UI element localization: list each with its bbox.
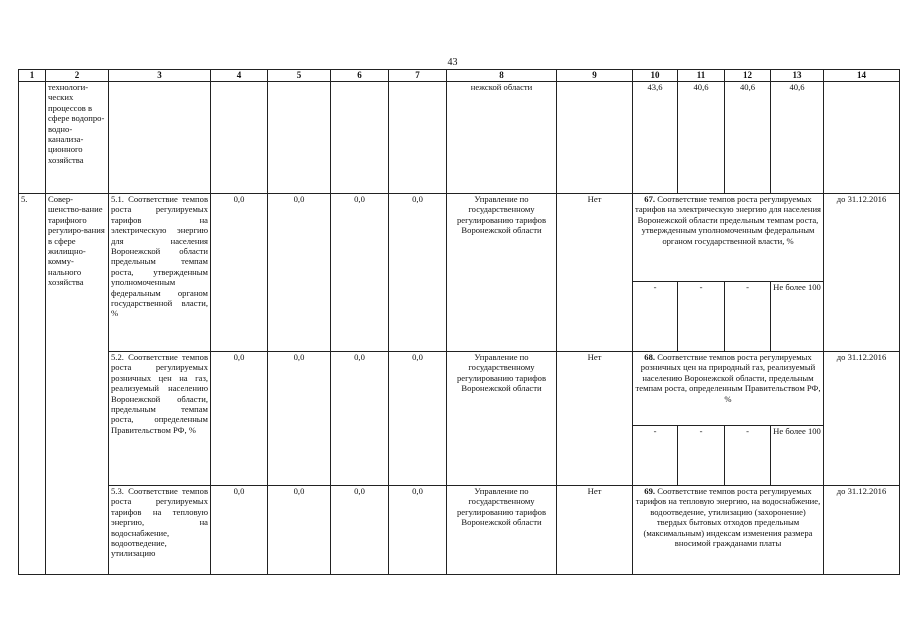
col-header-8: 8 <box>447 70 557 82</box>
deadline: до 31.12.2016 <box>824 486 900 575</box>
col-header-9: 9 <box>557 70 633 82</box>
indicator-number: 67. <box>644 194 656 204</box>
deadline: до 31.12.2016 <box>824 352 900 486</box>
col-header-4: 4 <box>211 70 268 82</box>
table-row <box>19 486 900 574</box>
continued-value-13: 40,6 <box>771 82 824 194</box>
continuation-row <box>19 82 900 194</box>
value-cell: 0,0 <box>211 486 268 575</box>
executor-text: Управление по государственному регулированию тарифов Воронежской области <box>447 486 557 575</box>
header-row <box>19 70 900 82</box>
indicator-text: Соответствие темпов роста регулируемых розничных цен на природный газ, реализуемый населению Воронежской области, предельным темпам роста, определенным Правительством РФ, % <box>635 352 821 404</box>
indicator-cell <box>633 486 824 575</box>
indicator-number: 69. <box>644 486 656 496</box>
col-header-1: 1 <box>19 70 46 82</box>
continued-activity-name: технологи-ческих процессов в сфере водопро-водно-канализа-ционного хозяйства <box>46 82 109 194</box>
cell <box>211 82 268 194</box>
col-header-5: 5 <box>268 70 331 82</box>
executor-text: Управление по государственному регулированию тарифов Воронежской области <box>447 352 557 486</box>
funding-flag: Нет <box>557 194 633 352</box>
indicator-text: Соответствие темпов роста регулируемых тарифов на тепловую энергию, на водоснабжение, водоотведение, утилизацию (захоронение) твердых бытовых отходов предельным (максимальным) индексам изменения размера вносимой гражданами платы <box>635 486 821 549</box>
group-name: Совер-шенство-вание тарифного регулиро-вания в сфере жилищно-комму-нального хозяйства <box>46 194 109 575</box>
target-value: - <box>633 426 678 486</box>
col-header-6: 6 <box>331 70 389 82</box>
measures-table <box>18 69 900 575</box>
col-header-2: 2 <box>46 70 109 82</box>
measure-text: 5.1. Соответствие темпов роста регулируемых тарифов на электрическую энергию для населения Воронежской области предельным темпам роста, утвержденным уполномоченным федеральным органом государственной власти, % <box>109 194 211 352</box>
table-row <box>19 194 900 282</box>
continued-value-10: 43,6 <box>633 82 678 194</box>
col-header-3: 3 <box>109 70 211 82</box>
value-cell: 0,0 <box>389 194 447 352</box>
col-header-12: 12 <box>725 70 771 82</box>
cell <box>389 82 447 194</box>
indicator-cell <box>633 352 824 426</box>
indicator-cell <box>633 194 824 282</box>
table-row <box>19 352 900 426</box>
target-value: - <box>678 282 725 352</box>
target-value: Не более 100 <box>771 426 824 486</box>
value-cell: 0,0 <box>331 194 389 352</box>
value-cell: 0,0 <box>268 486 331 575</box>
cell <box>109 82 211 194</box>
indicator-number: 68. <box>644 352 656 362</box>
col-header-10: 10 <box>633 70 678 82</box>
value-cell: 0,0 <box>211 194 268 352</box>
continued-executor: нежской области <box>447 82 557 194</box>
col-header-7: 7 <box>389 70 447 82</box>
indicator-text: Соответствие темпов роста регулируемых тарифов на электрическую энергию для населения Воронежской области предельным темпам роста, утвержденным уполномоченным федеральным органом государственной власти, % <box>635 194 821 246</box>
cell <box>19 82 46 194</box>
funding-flag: Нет <box>557 486 633 575</box>
deadline: до 31.12.2016 <box>824 194 900 352</box>
group-number: 5. <box>19 194 46 575</box>
value-cell: 0,0 <box>389 486 447 575</box>
target-value: Не более 100 <box>771 282 824 352</box>
col-header-14: 14 <box>824 70 900 82</box>
col-header-13: 13 <box>771 70 824 82</box>
col-header-11: 11 <box>678 70 725 82</box>
value-cell: 0,0 <box>211 352 268 486</box>
value-cell: 0,0 <box>331 352 389 486</box>
target-value: - <box>678 426 725 486</box>
continued-value-12: 40,6 <box>725 82 771 194</box>
page-number: 43 <box>447 57 458 68</box>
value-cell: 0,0 <box>268 352 331 486</box>
funding-flag: Нет <box>557 352 633 486</box>
continued-value-11: 40,6 <box>678 82 725 194</box>
cell <box>824 82 900 194</box>
cell <box>557 82 633 194</box>
value-cell: 0,0 <box>389 352 447 486</box>
measure-text: 5.2. Соответствие темпов роста регулируемых розничных цен на газ, реализуемый населению Воронежской области, предельным темпам роста, определенным Правительством РФ, % <box>109 352 211 486</box>
value-cell: 0,0 <box>331 486 389 575</box>
cell <box>331 82 389 194</box>
measure-text: 5.3. Соответствие темпов роста регулируемых тарифов на тепловую энергию, на водоснабжение, водоотведение, утилизацию <box>109 486 211 575</box>
target-value: - <box>633 282 678 352</box>
executor-text: Управление по государственному регулированию тарифов Воронежской области <box>447 194 557 352</box>
cell <box>268 82 331 194</box>
target-value: - <box>725 282 771 352</box>
target-value: - <box>725 426 771 486</box>
value-cell: 0,0 <box>268 194 331 352</box>
